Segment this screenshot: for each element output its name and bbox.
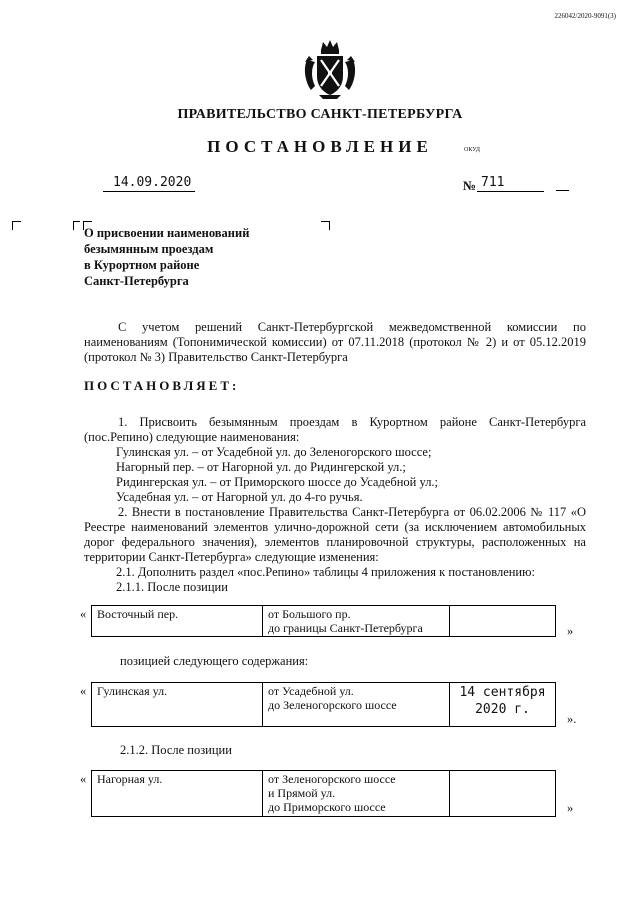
table-cell-empty <box>450 771 556 817</box>
followed-by-text: позицией следующего содержания: <box>120 654 309 668</box>
description-line: от Большого пр. <box>268 607 351 621</box>
description-line: от Зеленогорского шоссе <box>268 772 396 786</box>
stamp-line: 2020 г. <box>475 702 530 717</box>
item-2-intro: 2. Внести в постановление Правительства Санкт-Петербурга от 06.02.2006 № 117 «О Реестре наименований элементов улично-дорожной сети (за исключением автомобильных дорог федерального значения), элементов планировочной структуры, расположенных на территории Санкт-Петербурга» следующие изменения: <box>84 505 586 564</box>
okud-label: ОКУД <box>464 147 480 153</box>
street-name-item: Нагорный пер. – от Нагорной ул. до Ридингерской ул.; <box>116 460 406 474</box>
table-cell-description <box>263 683 450 727</box>
government-name: ПРАВИТЕЛЬСТВО САНКТ-ПЕТЕРБУРГА <box>177 107 463 122</box>
description-line: от Усадебной ул. <box>268 684 354 698</box>
registry-table-new-position <box>91 682 556 727</box>
subject-line: Санкт-Петербурга <box>84 274 189 288</box>
document-number: 711 <box>477 175 544 192</box>
subject-line: в Курортном районе <box>84 258 200 272</box>
table-cell-name: Восточный пер. <box>92 606 263 637</box>
street-name-item: Гулинская ул. – от Усадебной ул. до Зеленогорского шоссе; <box>116 445 432 459</box>
item-2-1-2: 2.1.2. После позиции <box>120 743 232 757</box>
table-cell-description <box>263 606 450 637</box>
registry-table-position-2 <box>91 770 556 817</box>
item-2-1: 2.1. Дополнить раздел «пос.Репино» таблицы 4 приложения к постановлению: <box>116 565 535 579</box>
number-underline <box>556 190 569 191</box>
stamp-line: 14 сентября <box>459 685 546 700</box>
close-quote: » <box>567 624 574 638</box>
close-quote: » <box>567 801 574 815</box>
open-quote: « <box>80 607 87 621</box>
item-1-intro: 1. Присвоить безымянным проездам в Курортном районе Санкт-Петербурга (пос.Репино) следующие наименования: <box>84 415 586 444</box>
subject-line: безымянным проездам <box>84 242 214 256</box>
table-cell-name: Нагорная ул. <box>92 771 263 817</box>
number-label: № <box>463 178 477 193</box>
document-date: 14.09.2020 <box>103 175 195 192</box>
document-registration-number: 226042/2020-9091(3) <box>554 12 616 20</box>
table-cell-description <box>263 771 450 817</box>
close-quote-dot: ». <box>567 712 577 726</box>
open-quote: « <box>80 772 87 786</box>
open-quote: « <box>80 684 87 698</box>
description-line: до Зеленогорского шоссе <box>268 698 397 712</box>
description-line: до границы Санкт-Петербурга <box>268 621 423 635</box>
margin-corner-mark <box>12 221 21 230</box>
subject-corner-mark <box>73 221 80 230</box>
subject-corner-mark <box>321 221 330 230</box>
street-name-item: Усадебная ул. – от Нагорной ул. до 4-го ручья. <box>116 490 363 504</box>
item-2-1-1: 2.1.1. После позиции <box>116 580 228 594</box>
street-name-item: Ридингерская ул. – от Приморского шоссе до Усадебной ул.; <box>116 475 439 489</box>
registry-table-position-1 <box>91 605 556 637</box>
subject-line: О присвоении наименований <box>84 226 250 240</box>
table-cell-name: Гулинская ул. <box>92 683 263 727</box>
description-line: до Приморского шоссе <box>268 800 386 814</box>
date-stamp-cell <box>450 683 556 727</box>
coat-of-arms-icon <box>301 38 359 100</box>
resolves-heading: ПОСТАНОВЛЯЕТ: <box>84 378 240 393</box>
document-type-title: ПОСТАНОВЛЕНИЕ <box>207 137 433 156</box>
preamble-paragraph: С учетом решений Санкт-Петербургской межведомственной комиссии по наименованиям (Топонимической комиссии) от 07.11.2018 (протокол № 2) и от 05.12.2019 (протокол № 3) Правительство Санкт-Петербурга <box>84 320 586 364</box>
description-line: и Прямой ул. <box>268 786 336 800</box>
document-subject <box>84 225 249 289</box>
table-cell-empty <box>450 606 556 637</box>
